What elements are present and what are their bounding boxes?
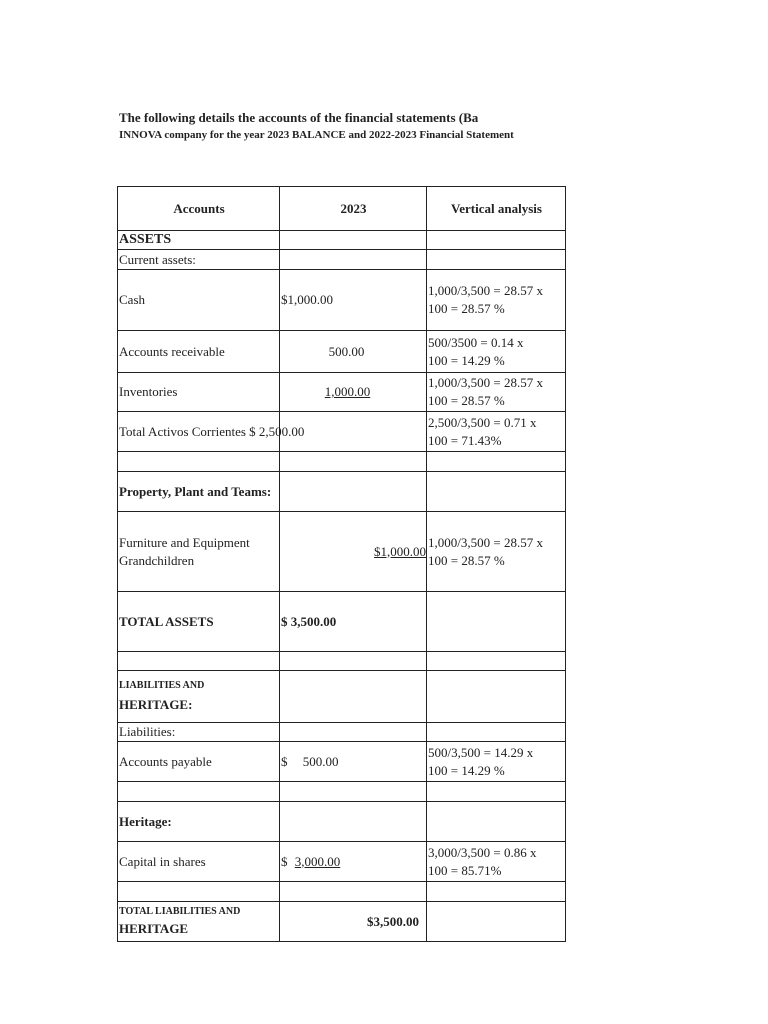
empty-cell xyxy=(427,802,566,842)
total-current-va-line1: 2,500/3,500 = 0.71 x xyxy=(428,414,537,430)
payable-value: 500.00 xyxy=(302,753,339,769)
total-assets-label: TOTAL ASSETS xyxy=(118,592,280,652)
empty-cell xyxy=(427,231,566,250)
payable-va-line1: 500/3,500 = 14.29 x xyxy=(428,744,534,760)
table-row xyxy=(118,902,566,942)
table-row xyxy=(118,472,566,512)
liabilities-heritage-big: HERITAGE: xyxy=(119,696,193,712)
empty-cell xyxy=(118,882,280,902)
total-liabilities-small: TOTAL LIABILITIES AND xyxy=(119,905,241,917)
total-current-va-line2: 100 = 71.43% xyxy=(428,432,502,448)
heritage-label: Heritage: xyxy=(118,802,280,842)
inventories-va-line2: 100 = 28.57 % xyxy=(428,393,505,408)
cash-vertical-analysis xyxy=(427,270,566,331)
document-subheading: INNOVA company for the year 2023 BALANCE and 2022-2023 Financial Statement xyxy=(119,129,514,141)
header-accounts: Accounts xyxy=(118,187,280,231)
table-row xyxy=(118,723,566,742)
furniture-value-cell xyxy=(280,512,427,592)
furniture-va-line1: 1,000/3,500 = 28.57 x xyxy=(428,534,543,550)
empty-cell xyxy=(118,652,280,671)
table-header-row xyxy=(118,187,566,231)
total-assets-value: $ 3,500.00 xyxy=(280,592,427,652)
payable-va-line2: 100 = 14.29 % xyxy=(428,762,505,778)
capital-value: 3,000.00 xyxy=(294,853,341,869)
document-heading: The following details the accounts of the financial statements (Ba xyxy=(119,110,479,125)
total-liabilities-heritage-label xyxy=(118,902,280,942)
empty-cell xyxy=(427,902,566,942)
empty-cell xyxy=(118,782,280,802)
header-vertical-analysis: Vertical analysis xyxy=(427,187,566,231)
total-liabilities-value: $3,500.00 xyxy=(280,902,427,942)
capital-value-cell xyxy=(280,842,427,882)
inventories-label: Inventories xyxy=(118,373,280,412)
inventories-vertical-analysis xyxy=(427,373,566,412)
empty-cell xyxy=(280,671,427,723)
table-row xyxy=(118,782,566,802)
inventories-value: 1,000.00 xyxy=(324,384,371,399)
payable-label: Accounts payable xyxy=(118,742,280,782)
liabilities-heritage-small: LIABILITIES AND xyxy=(119,679,205,691)
table-row xyxy=(118,250,566,270)
table-row xyxy=(118,671,566,723)
inventories-va-line1: 1,000/3,500 = 28.57 x xyxy=(428,375,543,390)
table-row xyxy=(118,802,566,842)
cash-va-line2: 100 = 28.57 % xyxy=(428,301,505,316)
receivable-label: Accounts receivable xyxy=(118,331,280,373)
cash-label: Cash xyxy=(118,270,280,331)
empty-cell xyxy=(280,782,427,802)
receivable-value: 500.00 xyxy=(280,331,427,373)
receivable-va-line1: 500/3500 = 0.14 x xyxy=(428,334,524,350)
table-row xyxy=(118,331,566,373)
furniture-va-line2: 100 = 28.57 % xyxy=(428,552,505,568)
empty-cell xyxy=(280,802,427,842)
empty-cell xyxy=(280,231,427,250)
empty-cell xyxy=(280,250,427,270)
empty-cell xyxy=(280,723,427,742)
empty-cell xyxy=(427,472,566,512)
empty-cell xyxy=(427,452,566,472)
table-row xyxy=(118,373,566,412)
empty-cell xyxy=(280,452,427,472)
payable-currency: $ xyxy=(281,753,288,769)
ppe-label: Property, Plant and Teams: xyxy=(118,472,280,512)
table-row xyxy=(118,742,566,782)
empty-cell xyxy=(427,782,566,802)
receivable-va-line2: 100 = 14.29 % xyxy=(428,352,505,368)
payable-value-cell xyxy=(280,742,427,782)
empty-cell xyxy=(280,882,427,902)
empty-cell xyxy=(427,882,566,902)
header-2023: 2023 xyxy=(280,187,427,231)
assets-label: ASSETS xyxy=(118,231,280,250)
current-assets-label: Current assets: xyxy=(118,250,280,270)
cash-value: $1,000.00 xyxy=(280,270,427,331)
payable-vertical-analysis xyxy=(427,742,566,782)
capital-vertical-analysis xyxy=(427,842,566,882)
receivable-vertical-analysis xyxy=(427,331,566,373)
capital-currency: $ xyxy=(281,853,288,869)
table-row xyxy=(118,231,566,250)
empty-cell xyxy=(427,592,566,652)
empty-cell xyxy=(280,652,427,671)
table-row xyxy=(118,412,566,452)
table-row xyxy=(118,882,566,902)
furniture-label: Furniture and Equipment Grandchildren xyxy=(118,512,280,592)
empty-cell xyxy=(427,723,566,742)
table-row xyxy=(118,592,566,652)
furniture-vertical-analysis xyxy=(427,512,566,592)
table-row xyxy=(118,512,566,592)
total-current-assets-label: Total Activos Corrientes $ 2,500.00 xyxy=(118,412,280,452)
liabilities-heritage-label xyxy=(118,671,280,723)
table-row xyxy=(118,452,566,472)
empty-cell xyxy=(427,671,566,723)
liabilities-label: Liabilities: xyxy=(118,723,280,742)
total-current-vertical-analysis xyxy=(427,412,566,452)
table-row xyxy=(118,652,566,671)
capital-label: Capital in shares xyxy=(118,842,280,882)
total-liabilities-big: HERITAGE xyxy=(119,920,189,936)
empty-cell xyxy=(280,472,427,512)
cash-va-line1: 1,000/3,500 = 28.57 x xyxy=(428,283,543,298)
empty-cell xyxy=(427,250,566,270)
empty-cell xyxy=(427,652,566,671)
capital-va-line2: 100 = 85.71% xyxy=(428,862,502,878)
balance-table xyxy=(117,186,566,942)
inventories-value-cell xyxy=(280,373,427,412)
table-row xyxy=(118,270,566,331)
empty-cell xyxy=(118,452,280,472)
furniture-value: $1,000.00 xyxy=(374,543,426,559)
table-row xyxy=(118,842,566,882)
capital-va-line1: 3,000/3,500 = 0.86 x xyxy=(428,844,537,860)
